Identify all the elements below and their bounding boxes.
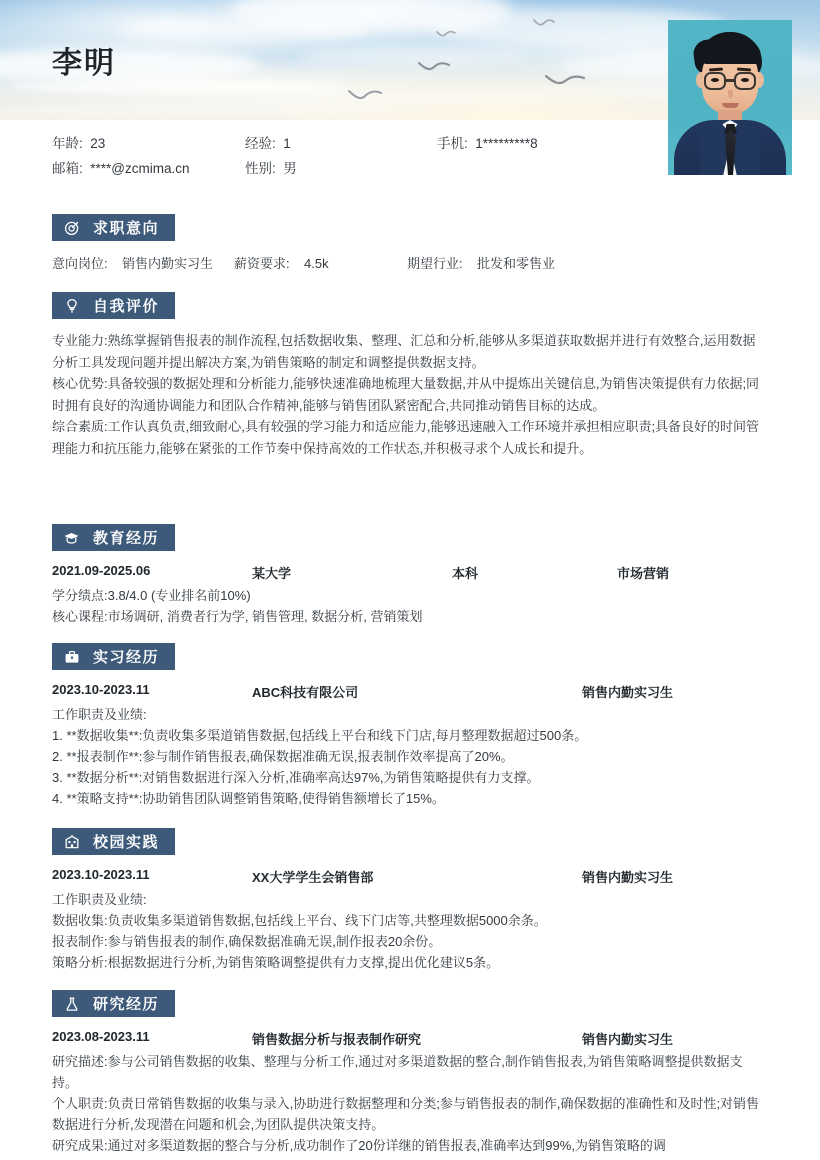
internship-date: 2023.10-2023.11: [52, 682, 150, 697]
school-building-icon: [63, 833, 80, 850]
section-title-research: 研究经历: [93, 996, 160, 1013]
intent-position-value: 销售内勤实习生: [122, 256, 214, 271]
info-gender-label: 性别:: [245, 161, 276, 176]
info-email-value: ****@zcmima.cn: [90, 161, 190, 176]
campus-role: 销售内勤实习生: [582, 870, 674, 885]
intent-position-label: 意向岗位:: [52, 256, 108, 271]
internship-item: 1. **数据收集**:负责收集多渠道销售数据,包括线上平台和线下门店,每月整理数据超过500条。: [52, 728, 588, 743]
campus-date: 2023.10-2023.11: [52, 867, 150, 882]
internship-company: ABC科技有限公司: [252, 685, 359, 700]
internship-item: 4. **策略支持**:协助销售团队调整销售策略,使得销售额增长了15%。: [52, 791, 445, 806]
lightbulb-icon: [63, 297, 80, 314]
research-paragraph: 研究描述:参与公司销售数据的收集、整理与分析工作,通过对多渠道数据的整合,制作销售报表,为销售策略调整提供数据支持。: [52, 1054, 743, 1090]
research-topic: 销售数据分析与报表制作研究: [252, 1032, 422, 1047]
info-phone: [437, 132, 538, 152]
flask-icon: [63, 995, 80, 1012]
internship-role: 销售内勤实习生: [582, 685, 674, 700]
bird-icon: [418, 60, 450, 73]
section-header-education: [52, 524, 175, 551]
target-icon: [63, 219, 80, 236]
section-job-intent: [0, 214, 820, 273]
campus-subtitle: 工作职责及业绩:: [52, 892, 147, 907]
bird-icon: [533, 18, 555, 28]
bird-icon: [348, 88, 382, 102]
internship-entry-row: [52, 682, 768, 704]
internship-subtitle: 工作职责及业绩:: [52, 707, 147, 722]
self-eval-paragraph: 核心优势:具备较强的数据处理和分析能力,能够快速准确地梳理大量数据,并从中提炼出关键信息,为销售决策提供有力依据;同时拥有良好的沟通协调能力和团队合作精神,能够与销售团队紧密配合,共同推动销售目标的达成。: [52, 376, 760, 413]
section-title-education: 教育经历: [93, 530, 160, 547]
research-paragraph: 研究成果:通过对多渠道数据的整合与分析,成功制作了20份详继的销售报表,准确率达到99%,为销售策略的调: [52, 1138, 666, 1153]
info-experience-value: 1: [283, 136, 291, 151]
campus-item: 报表制作:参与销售报表的制作,确保数据准确无误,制作报表20余份。: [52, 934, 442, 949]
graduation-cap-icon: [63, 529, 80, 546]
campus-item: 策略分析:根据数据进行分析,为销售策略调整提供有力支撑,提出优化建议5条。: [52, 955, 500, 970]
info-age-value: 23: [90, 136, 106, 151]
education-major: 市场营销: [617, 566, 670, 581]
intent-industry-value: 批发和零售业: [477, 256, 556, 271]
intent-salary-label: 薪资要求:: [234, 256, 290, 271]
briefcase-icon: [63, 648, 80, 665]
job-intent-row: [52, 253, 768, 273]
internship-item: 2. **报表制作**:参与制作销售报表,确保数据准确无误,报表制作效率提高了20%。: [52, 749, 514, 764]
info-phone-label: 手机:: [437, 136, 468, 151]
intent-industry-label: 期望行业:: [407, 256, 463, 271]
campus-entry-row: [52, 867, 768, 889]
info-age-label: 年龄:: [52, 136, 83, 151]
avatar: [668, 20, 792, 175]
section-title-self-evaluation: 自我评价: [93, 298, 160, 315]
cloud-wisp: [250, 92, 550, 104]
research-paragraph: 个人职责:负责日常销售数据的收集与录入,协助进行数据整理和分类;参与销售报表的制作,确保数据的准确性和及时性;对销售数据进行分析,发现潜在问题和机会,为团队提供决策支持。: [52, 1096, 760, 1132]
education-detail: 学分绩点:3.8/4.0 (专业排名前10%): [52, 588, 251, 603]
education-entry-row: [52, 563, 768, 585]
education-date: 2021.09-2025.06: [52, 563, 151, 578]
section-internship: [0, 643, 820, 809]
section-title-job-intent: 求职意向: [93, 220, 160, 237]
section-header-campus-practice: [52, 828, 175, 855]
research-entry-row: [52, 1029, 768, 1051]
self-eval-paragraph: 专业能力:熟练掌握销售报表的制作流程,包括数据收集、整理、汇总和分析,能够从多渠道获取数据并进行有效整合,运用数据分析工具发现问题并提出解决方案,为销售策略的制定和调整提供数据支持。: [52, 333, 756, 370]
section-header-internship: [52, 643, 175, 670]
self-eval-paragraph: 综合素质:工作认真负责,细致耐心,具有较强的学习能力和适应能力,能够迅速融入工作环境并承担相应职责;具备良好的时间管理能力和抗压能力,能够在紧张的工作节奏中保持高效的工作状态,并积极寻求个人成长和提升。: [52, 419, 760, 456]
internship-item: 3. **数据分析**:对销售数据进行深入分析,准确率高达97%,为销售策略提供有力支撑。: [52, 770, 540, 785]
campus-item: 数据收集:负责收集多渠道销售数据,包括线上平台、线下门店等,共整理数据5000余条。: [52, 913, 547, 928]
bird-icon: [436, 30, 456, 39]
candidate-name: 李明: [52, 47, 116, 80]
info-gender: [245, 157, 297, 177]
info-age: [52, 132, 105, 152]
education-degree: 本科: [452, 566, 479, 581]
section-research: [0, 990, 820, 1156]
cloud-shape: [0, 48, 260, 82]
research-role: 销售内勤实习生: [582, 1032, 674, 1047]
info-email: [52, 157, 190, 177]
education-school: 某大学: [252, 566, 292, 581]
section-self-evaluation: [0, 292, 820, 459]
campus-org: XX大学学生会销售部: [252, 870, 374, 885]
section-education: [0, 524, 820, 627]
info-gender-value: 男: [283, 161, 297, 176]
section-header-job-intent: [52, 214, 175, 241]
research-date: 2023.08-2023.11: [52, 1029, 150, 1044]
section-campus-practice: [0, 828, 820, 973]
section-title-internship: 实习经历: [93, 649, 160, 666]
info-email-label: 邮箱:: [52, 161, 83, 176]
cloud-wisp: [0, 104, 420, 116]
intent-salary-value: 4.5k: [304, 256, 329, 271]
info-experience-label: 经验:: [245, 136, 276, 151]
info-experience: [245, 132, 291, 152]
section-header-research: [52, 990, 175, 1017]
section-header-self-evaluation: [52, 292, 175, 319]
cloud-shape: [300, 44, 530, 66]
education-detail: 核心课程:市场调研, 消费者行为学, 销售管理, 数据分析, 营销策划: [52, 609, 423, 624]
cloud-wisp: [10, 80, 350, 94]
bird-icon: [545, 72, 585, 88]
info-phone-value: 1*********8: [475, 136, 538, 151]
section-title-campus-practice: 校园实践: [93, 834, 160, 851]
